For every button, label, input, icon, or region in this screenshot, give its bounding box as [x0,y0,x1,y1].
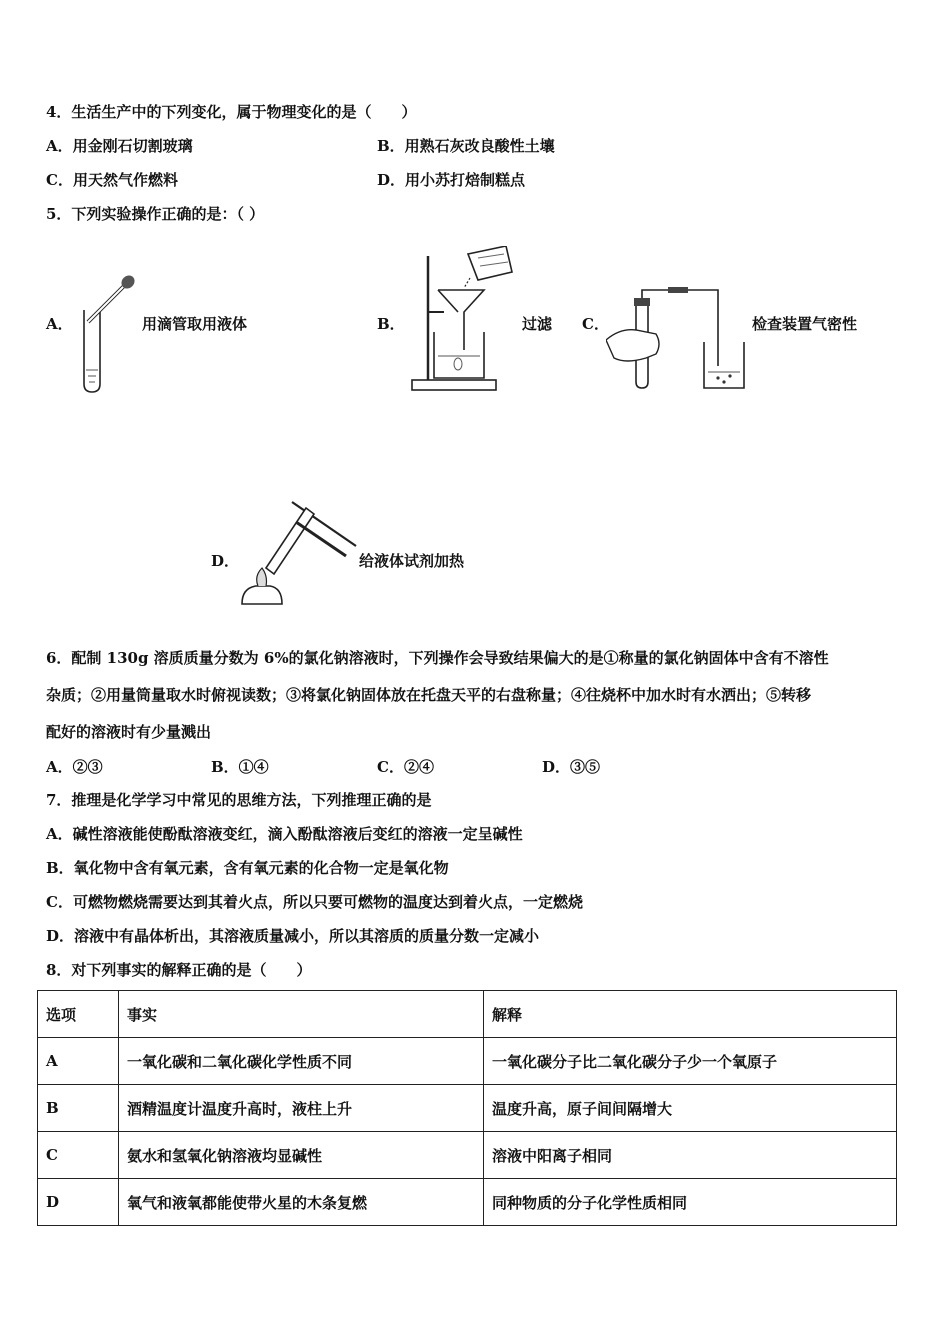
q4-option-a: A．用金刚石切割玻璃 [46,137,193,155]
q7-option-b: B．氧化物中含有氧元素，含有氧元素的化合物一定是氧化物 [46,859,449,877]
q8-stem: 8．对下列事实的解释正确的是（ ） [46,961,312,979]
q7-stem: 7．推理是化学学习中常见的思维方法，下列推理正确的是 [46,791,432,809]
q5-option-d-caption: 给液体试剂加热 [359,552,465,570]
q7-option-d: D．溶液中有晶体析出，其溶液质量减小，所以其溶质的质量分数一定减小 [46,927,540,945]
row-label: B [38,1085,119,1132]
q4-option-d: D．用小苏打焙制糕点 [377,171,526,189]
q4-option-b: B．用熟石灰改良酸性土壤 [377,137,555,155]
row-label: C [38,1132,119,1179]
heating-liquid-figure [236,498,360,608]
q6-stem-line-3: 配好的溶液时有少量溅出 [46,723,212,741]
dropper-test-tube-figure [74,272,140,396]
row-label: D [38,1179,119,1226]
q7-option-c: C．可燃物燃烧需要达到其着火点，所以只要可燃物的温度达到着火点，一定燃烧 [46,893,583,911]
q6-option-d: D．③⑤ [542,758,601,776]
q5-option-c-caption: 检查装置气密性 [752,315,858,333]
row-explanation: 溶液中阳离子相同 [484,1132,897,1179]
row-fact: 酒精温度计温度升高时，液柱上升 [119,1085,484,1132]
table-row [38,1085,897,1132]
row-fact: 氨水和氢氧化钠溶液均显碱性 [119,1132,484,1179]
q5-option-a-caption: 用滴管取用液体 [142,315,248,333]
filtration-apparatus-figure [408,246,520,392]
header-explanation: 解释 [484,991,897,1038]
airtightness-check-figure [606,284,750,392]
q5-option-b-caption: 过滤 [522,315,553,333]
row-fact: 氧气和液氧都能使带火星的木条复燃 [119,1179,484,1226]
q6-option-c: C．②④ [377,758,434,776]
q5-option-c-letter: C． [582,315,609,333]
row-explanation: 同种物质的分子化学性质相同 [484,1179,897,1226]
q5-option-d-letter: D． [211,552,240,570]
table-row [38,1179,897,1226]
q5-stem: 5．下列实验操作正确的是：（ ） [46,205,265,223]
q6-option-b: B．①④ [211,758,269,776]
table-header-row [38,991,897,1038]
table-row [38,1132,897,1179]
row-explanation: 一氧化碳分子比二氧化碳分子少一个氧原子 [484,1038,897,1085]
row-label: A [38,1038,119,1085]
q6-stem-line-1: 6．配制 130g 溶质质量分数为 6%的氯化钠溶液时，下列操作会导致结果偏大的是①称量的氯化钠固体中含有不溶性 [46,649,829,667]
q6-option-a: A．②③ [46,758,103,776]
header-option: 选项 [38,991,119,1038]
q5-option-b-letter: B． [377,315,405,333]
q5-option-a-letter: A． [46,315,73,333]
q7-option-a: A．碱性溶液能使酚酞溶液变红，滴入酚酞溶液后变红的溶液一定呈碱性 [46,825,523,843]
facts-table [37,990,897,1226]
header-fact: 事实 [119,991,484,1038]
q6-stem-line-2: 杂质；②用量筒量取水时俯视读数；③将氯化钠固体放在托盘天平的右盘称量；④往烧杯中加水时有水洒出；⑤转移 [46,686,812,704]
row-fact: 一氧化碳和二氧化碳化学性质不同 [119,1038,484,1085]
q4-option-c: C．用天然气作燃料 [46,171,178,189]
row-explanation: 温度升高，原子间间隔增大 [484,1085,897,1132]
q4-stem: 4．生活生产中的下列变化，属于物理变化的是（ ） [46,103,417,121]
table-row [38,1038,897,1085]
